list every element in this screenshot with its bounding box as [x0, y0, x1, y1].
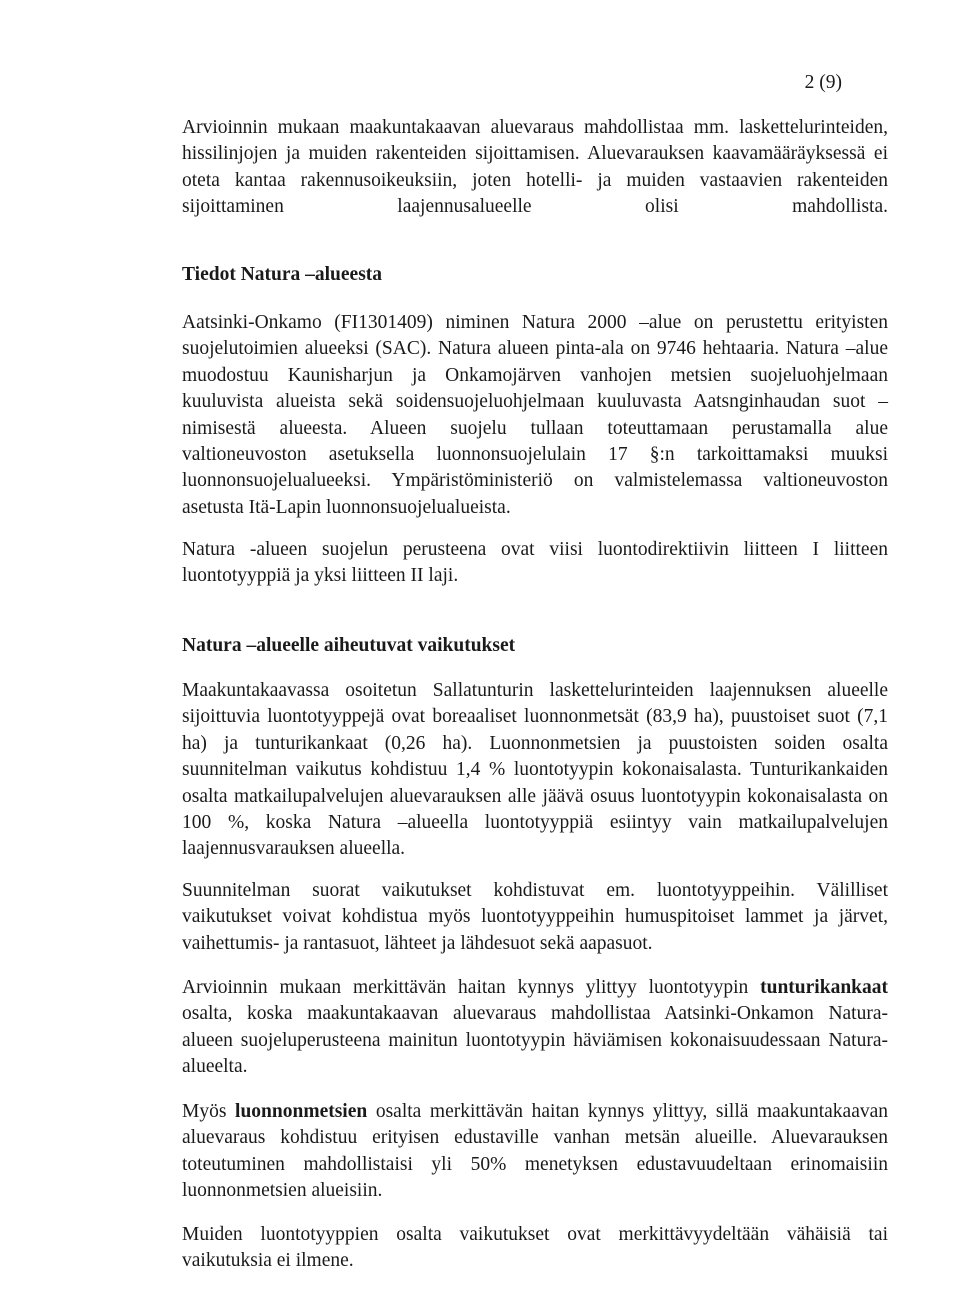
emphasis-tunturikankaat: tunturikankaat — [760, 977, 888, 998]
text-line: luontotyyppiä ja yksi liitteen II laji. — [182, 565, 459, 587]
text-line: valtioneuvoston asetuksella luonnonsuojelulain 17 §:n tarkoittamaksi muuksi — [182, 444, 888, 466]
emphasis-luonnonmetsien: luonnonmetsien — [235, 1101, 368, 1122]
text-line: luonnonsuojelualueeksi. Ympäristöministeriö on valmistelemassa valtioneuvoston — [182, 470, 888, 492]
assessment-paragraph — [182, 975, 888, 1081]
section-heading-impacts: Natura –alueelle aiheutuvat vaikutukset — [182, 635, 516, 656]
text-line: Natura -alueen suojelun perusteena ovat viisi luontodirektiivin liitteen I liitteen — [182, 539, 888, 560]
text-line: Maakuntakaavassa osoitetun Sallatunturin laskettelurinteiden laajennuksen alueelle — [182, 680, 888, 701]
text-line: asetusta Itä-Lapin luonnonsuojelualueista. — [182, 496, 511, 518]
impacts-paragraph — [182, 678, 888, 863]
text-line: sijoittaminen laajennusalueelle olisi mahdollista. — [182, 196, 888, 218]
text-line: Arvioinnin mukaan maakuntakaavan aluevaraus mahdollistaa mm. laskettelurinteiden, — [182, 117, 888, 138]
text-line: suojelutoimien alueeksi (SAC). Natura alueen pinta-ala on 9746 hehtaaria. Natura –alue — [182, 338, 888, 360]
text-line: vaikutuksia ei ilmene. — [182, 1250, 354, 1272]
text-line: Suunnitelman suorat vaikutukset kohdistuvat em. luontotyyppeihin. Välilliset — [182, 880, 888, 901]
text-line: Muiden luontotyyppien osalta vaikutukset ovat merkittävyydeltään vähäisiä tai — [182, 1224, 888, 1245]
text-run: Arvioinnin mukaan merkittävän haitan kynnys ylittyy luontotyypin — [182, 977, 761, 998]
natura-basis-paragraph — [182, 537, 888, 590]
direct-impacts-paragraph — [182, 878, 888, 957]
text-line: luonnonmetsien alueisiin. — [182, 1180, 383, 1202]
text-line: nimisestä alueesta. Alueen suojelu tullaan toteuttamaan perustamalla alue — [182, 417, 888, 439]
text-line: osalta, koska maakuntakaavan aluevaraus mahdollistaa Aatsinki-Onkamon Natura- — [182, 1003, 888, 1025]
text-line: aluevaraus kohdistuu erityisen edustaville vanhan metsän alueille. Aluevarauksen — [182, 1127, 888, 1149]
natura-info-paragraph — [182, 310, 888, 521]
intro-paragraph — [182, 115, 888, 221]
text-line: alueen suojeluperusteena mainitun luontotyypin häviämisen kokonaisuudessaan Natura- — [182, 1029, 888, 1051]
text-line: laajennusvarauksen alueella. — [182, 838, 406, 860]
text-line: vaihettumis- ja rantasuot, lähteet ja lähdesuot sekä aapasuot. — [182, 932, 653, 954]
text-line: alueelta. — [182, 1056, 248, 1078]
section-heading-natura-info: Tiedot Natura –alueesta — [182, 264, 383, 285]
natural-forest-paragraph — [182, 1099, 888, 1205]
text-line: osalta matkailupalvelujen aluevarauksen alle jäävä osuus luontotyypin kokonaisalasta on — [182, 785, 888, 807]
text-run: Myös — [182, 1101, 236, 1122]
text-line: Aatsinki-Onkamo (FI1301409) niminen Natura 2000 –alue on perustettu erityisten — [182, 312, 888, 333]
text-line — [182, 1099, 888, 1125]
text-line: 100 %, koska Natura –alueella luontotyyppiä esiintyy vain matkailupalvelujen — [182, 812, 888, 834]
text-line — [182, 975, 888, 1001]
other-habitats-paragraph — [182, 1222, 888, 1275]
text-line: vaikutukset voivat kohdistua myös luontotyyppeihin humuspitoiset lammet ja järvet, — [182, 906, 888, 928]
text-line: kuuluvista alueista sekä soidensuojeluohjelmaan kuuluvasta Aatsnginhaudan suot – — [182, 391, 888, 413]
text-line: sijoittuvia luontotyyppejä ovat boreaaliset luonnonmetsät (83,9 ha), puustoiset suot (7,1 — [182, 706, 888, 728]
text-line: toteutuminen mahdollistaisi yli 50% menetyksen edustavuudeltaan erinomaisiin — [182, 1153, 888, 1175]
text-line: hissilinjojen ja muiden rakenteiden sijoittamisen. Aluevarauksen kaavamääräyksessä ei — [182, 143, 888, 165]
text-line: ha) ja tunturikankaat (0,26 ha). Luonnonmetsien ja puustoisten soiden osalta — [182, 732, 888, 754]
text-run: osalta merkittävän haitan kynnys ylittyy, sillä maakuntakaavan — [367, 1101, 889, 1122]
text-line: suunnitelman vaikutus kohdistuu 1,4 % luontotyypin kokonaisalasta. Tunturikankaiden — [182, 759, 888, 781]
text-line: muodostuu Kaunisharjun ja Onkamojärven vanhojen metsien suojeluohjelmaan — [182, 364, 888, 386]
page-number: 2 (9) — [804, 72, 842, 93]
text-line: oteta kantaa rakennusoikeuksiin, joten hotelli- ja muiden vastaavien rakenteiden — [182, 169, 888, 191]
